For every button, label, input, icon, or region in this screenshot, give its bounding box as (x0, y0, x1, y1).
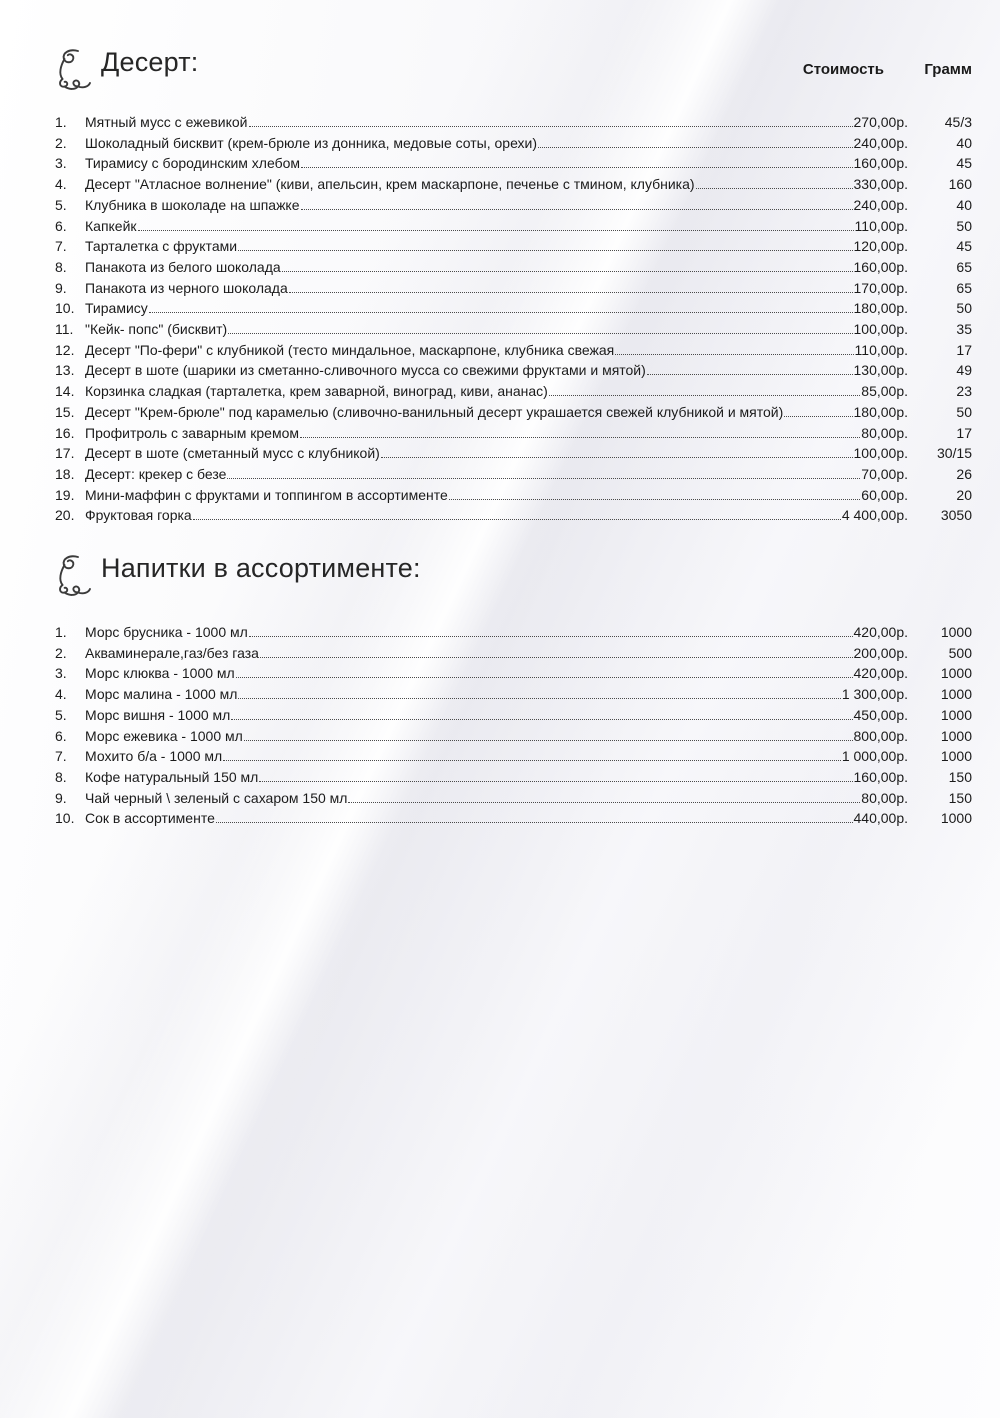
item-number: 3. (55, 155, 67, 172)
item-grams: 1000 (940, 686, 972, 703)
item-grams: 1000 (940, 748, 972, 765)
item-grams: 40 (956, 134, 972, 151)
menu-item-row (55, 112, 972, 133)
item-grams: 1000 (940, 665, 972, 682)
item-price: 1 000,00р. (841, 748, 908, 765)
item-list (55, 112, 972, 526)
item-number: 5. (55, 706, 67, 723)
item-number: 20. (55, 507, 75, 524)
item-name: Морс малина - 1000 мл (85, 686, 238, 703)
item-name: Кофе натуральный 150 мл (85, 768, 259, 785)
item-number: 15. (55, 403, 75, 420)
drinks-title-wrap (55, 552, 421, 598)
dotted-leader (249, 635, 853, 637)
item-price: 240,00р. (853, 196, 908, 213)
item-price: 440,00р. (853, 810, 908, 827)
item-grams: 1000 (940, 624, 972, 641)
item-price: 450,00р. (853, 706, 908, 723)
menu-item-row (55, 705, 972, 726)
grams-column-header: Грамм (924, 61, 972, 78)
item-grams: 65 (956, 279, 972, 296)
item-grams: 1000 (940, 727, 972, 744)
dotted-leader (259, 780, 852, 782)
item-name: Корзинка сладкая (тарталетка, крем заварной, виноград, киви, ананас) (85, 383, 548, 400)
item-grams: 3050 (940, 507, 972, 524)
item-number: 17. (55, 445, 75, 462)
item-number: 2. (55, 134, 67, 151)
item-price: 420,00р. (853, 624, 908, 641)
dotted-leader (249, 125, 853, 127)
section-title: Напитки в ассортименте: (101, 553, 421, 584)
item-grams: 17 (956, 341, 972, 358)
item-name: Мятный мусс с ежевикой (85, 114, 248, 130)
item-price: 160,00р. (853, 258, 908, 275)
item-name: Панакота из белого шоколада (85, 258, 281, 275)
item-name: Десерт "Атласное волнение" (киви, апельсин, крем маскарпоне, печенье с тмином, клубника) (85, 176, 695, 193)
dotted-leader (696, 187, 853, 189)
item-grams: 49 (956, 362, 972, 379)
item-name: Морс ежевика - 1000 мл (85, 727, 243, 744)
item-name: Десерт "Крем-брюле" под карамелью (сливочно-ванильный десерт украшается свежей клубникой и мятой) (85, 403, 784, 420)
menu-item-row (55, 257, 972, 278)
item-number: 10. (55, 300, 75, 317)
item-price: 420,00р. (853, 665, 908, 682)
item-price: 60,00р. (861, 486, 908, 503)
dotted-leader (216, 821, 853, 823)
item-name: Морс брусника - 1000 мл (85, 624, 248, 641)
item-price: 110,00р. (854, 217, 908, 234)
menu-item-row (55, 174, 972, 195)
item-price: 130,00р. (853, 362, 908, 379)
item-number: 18. (55, 465, 75, 482)
dotted-leader (381, 456, 853, 458)
dotted-leader (549, 394, 860, 396)
item-price: 240,00р. (853, 134, 908, 151)
dotted-leader (300, 436, 860, 438)
item-number: 7. (55, 238, 67, 255)
item-number: 1. (55, 114, 67, 130)
dotted-leader (282, 270, 853, 272)
item-number: 19. (55, 486, 75, 503)
menu-item-row (55, 381, 972, 402)
item-grams: 40 (956, 196, 972, 213)
menu-item-row (55, 485, 972, 506)
item-grams: 45 (956, 238, 972, 255)
item-price: 80,00р. (861, 424, 908, 441)
item-grams: 1000 (940, 810, 972, 827)
section-title: Десерт: (101, 47, 199, 77)
item-name: Мохито б/а - 1000 мл (85, 748, 223, 765)
menu-item-row (55, 236, 972, 257)
dotted-leader (449, 498, 860, 500)
item-price: 270,00р. (853, 114, 908, 130)
menu-item-row (55, 746, 972, 767)
dessert-section (55, 46, 972, 526)
item-name: Тирамису (85, 300, 148, 317)
item-grams: 150 (948, 768, 972, 785)
item-price: 70,00р. (861, 465, 908, 482)
menu-item-row (55, 340, 972, 361)
menu-item-row (55, 423, 972, 444)
menu-item-row (55, 643, 972, 664)
item-name: Шоколадный бисквит (крем-брюле из донника, медовые соты, орехи) (85, 134, 538, 151)
item-number: 12. (55, 341, 75, 358)
item-name: Тирамису с бородинским хлебом (85, 155, 301, 172)
menu-item-row (55, 464, 972, 485)
item-number: 14. (55, 383, 75, 400)
dotted-leader (149, 311, 853, 313)
dotted-leader (301, 208, 853, 210)
item-price: 170,00р. (853, 279, 908, 296)
dotted-leader (301, 166, 852, 168)
item-price: 330,00р. (853, 176, 908, 193)
dessert-section-header (55, 46, 972, 92)
item-number: 3. (55, 665, 67, 682)
item-grams: 30/15 (936, 445, 972, 462)
flourish-icon (55, 554, 95, 598)
menu-item-row (55, 402, 972, 423)
column-headers (803, 61, 972, 92)
dotted-leader (231, 718, 852, 720)
item-number: 13. (55, 362, 75, 379)
menu-item-row (55, 808, 972, 829)
drinks-section (55, 552, 972, 829)
item-name: Тарталетка с фруктами (85, 238, 238, 255)
item-grams: 35 (956, 321, 972, 338)
item-grams: 45 (956, 155, 972, 172)
menu-item-row (55, 278, 972, 299)
menu-item-row (55, 726, 972, 747)
dotted-leader (227, 477, 860, 479)
item-price: 80,00р. (861, 789, 908, 806)
item-price: 800,00р. (853, 727, 908, 744)
item-name: Панакота из черного шоколада (85, 279, 288, 296)
item-price: 160,00р. (853, 155, 908, 172)
item-name: Мини-маффин с фруктами и топпингом в ассортименте (85, 486, 448, 503)
item-name: Акваминерале,газ/без газа (85, 644, 259, 661)
item-grams: 50 (956, 403, 972, 420)
drinks-section-header (55, 552, 972, 598)
dessert-title-wrap (55, 46, 199, 92)
item-number: 8. (55, 768, 67, 785)
item-number: 11. (55, 321, 74, 338)
item-name: Капкейк (85, 217, 137, 234)
item-price: 100,00р. (853, 445, 908, 462)
item-number: 9. (55, 279, 67, 296)
item-grams: 65 (956, 258, 972, 275)
item-number: 10. (55, 810, 75, 827)
item-number: 2. (55, 644, 67, 661)
dotted-leader (138, 229, 854, 231)
item-number: 6. (55, 727, 67, 744)
item-price: 100,00р. (853, 321, 908, 338)
menu-item-row (55, 195, 972, 216)
item-price: 1 300,00р. (841, 686, 908, 703)
item-grams: 1000 (940, 706, 972, 723)
item-price: 200,00р. (853, 644, 908, 661)
item-number: 4. (55, 176, 67, 193)
dotted-leader (348, 801, 860, 803)
dotted-leader (260, 656, 853, 658)
item-grams: 20 (956, 486, 972, 503)
item-number: 4. (55, 686, 67, 703)
item-name: Десерт в шоте (сметанный мусс с клубникой) (85, 445, 380, 462)
menu-item-row (55, 505, 972, 526)
item-price: 85,00р. (861, 383, 908, 400)
item-price: 160,00р. (853, 768, 908, 785)
dotted-leader (238, 249, 852, 251)
item-price: 120,00р. (853, 238, 908, 255)
menu-item-row (55, 684, 972, 705)
dotted-leader (615, 353, 853, 355)
item-list (55, 622, 972, 829)
item-grams: 26 (956, 465, 972, 482)
item-grams: 500 (948, 644, 972, 661)
item-number: 6. (55, 217, 67, 234)
dotted-leader (228, 332, 852, 334)
item-number: 8. (55, 258, 67, 275)
item-price: 180,00р. (853, 403, 908, 420)
item-grams: 50 (956, 300, 972, 317)
menu-item-row (55, 788, 972, 809)
dotted-leader (647, 373, 853, 375)
item-grams: 50 (956, 217, 972, 234)
item-name: Сок в ассортименте (85, 810, 215, 827)
dotted-leader (784, 415, 852, 417)
item-name: Десерт: крекер с безе (85, 465, 227, 482)
item-name: "Кейк- попс" (бисквит) (85, 321, 228, 338)
menu-item-row (55, 663, 972, 684)
item-grams: 17 (956, 424, 972, 441)
item-name: Морс клюква - 1000 мл (85, 665, 235, 682)
flourish-icon (55, 48, 95, 92)
item-number: 16. (55, 424, 75, 441)
item-grams: 23 (956, 383, 972, 400)
item-name: Клубника в шоколаде на шпажке (85, 196, 300, 213)
item-price: 180,00р. (853, 300, 908, 317)
menu-item-row (55, 319, 972, 340)
dotted-leader (244, 739, 853, 741)
item-name: Профитроль с заварным кремом (85, 424, 299, 441)
dotted-leader (223, 759, 841, 761)
menu-item-row (55, 153, 972, 174)
item-number: 5. (55, 196, 67, 213)
item-number: 1. (55, 624, 67, 641)
item-number: 9. (55, 789, 67, 806)
item-name: Десерт "По-фери" с клубникой (тесто миндальное, маскарпоне, клубника свежая (85, 341, 615, 358)
item-price: 110,00р. (854, 341, 908, 358)
item-grams: 160 (948, 176, 972, 193)
menu-item-row (55, 216, 972, 237)
item-name: Фруктовая горка (85, 507, 192, 524)
menu-item-row (55, 133, 972, 154)
dotted-leader (236, 676, 853, 678)
menu-item-row (55, 767, 972, 788)
dotted-leader (289, 291, 853, 293)
menu-item-row (55, 360, 972, 381)
menu-item-row (55, 622, 972, 643)
item-name: Морс вишня - 1000 мл (85, 706, 231, 723)
price-column-header: Стоимость (802, 61, 884, 78)
item-grams: 150 (948, 789, 972, 806)
menu-item-row (55, 298, 972, 319)
item-price: 4 400,00р. (841, 507, 908, 524)
item-number: 7. (55, 748, 67, 765)
item-grams: 45/3 (944, 114, 972, 130)
item-name: Десерт в шоте (шарики из сметанно-сливочного мусса со свежими фруктами и мятой) (85, 362, 646, 379)
menu-item-row (55, 443, 972, 464)
dotted-leader (538, 146, 852, 148)
dotted-leader (193, 518, 841, 520)
dotted-leader (238, 697, 840, 699)
item-name: Чай черный \ зеленый с сахаром 150 мл (85, 789, 348, 806)
